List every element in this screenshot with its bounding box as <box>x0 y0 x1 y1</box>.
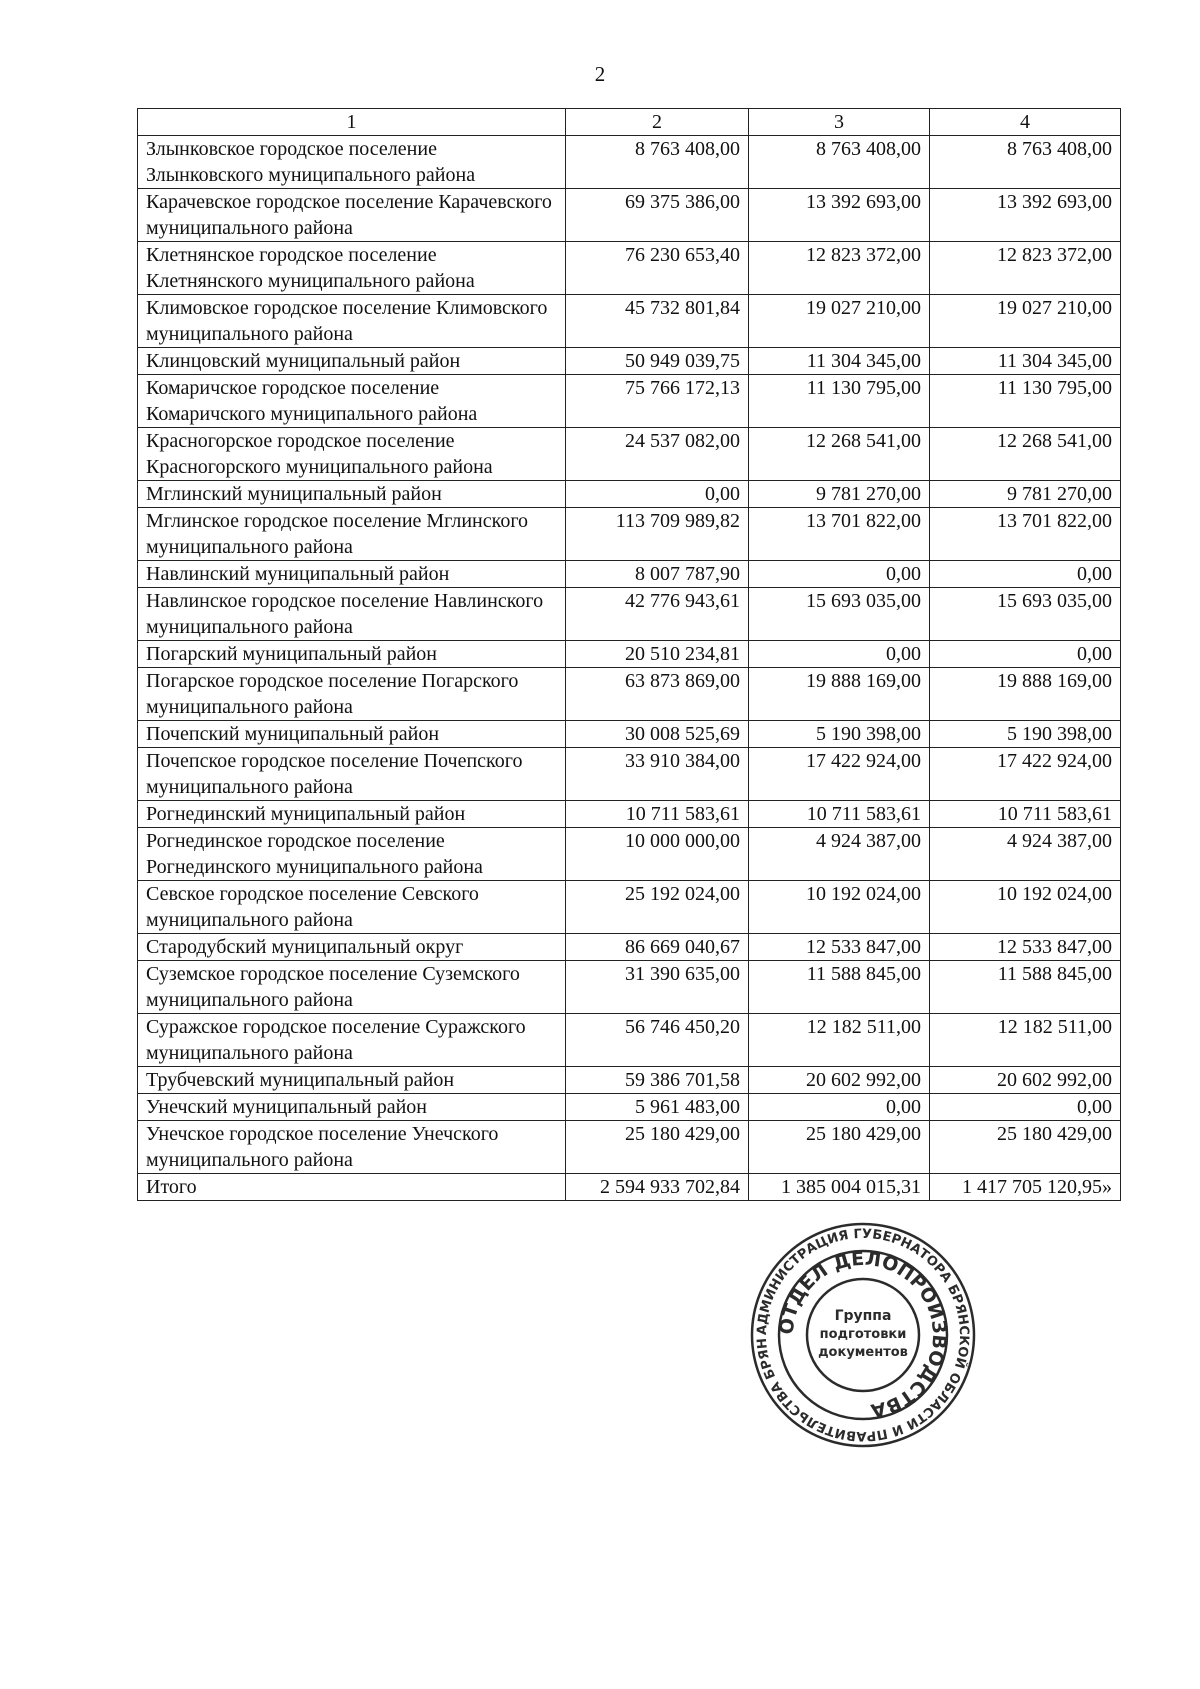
row-col-2: 0,00 <box>566 481 749 508</box>
allocation-table <box>137 108 1121 1201</box>
row-col-4: 4 924 387,00 <box>930 828 1121 881</box>
row-name: Мглинский муниципальный район <box>138 481 566 508</box>
table-row <box>138 961 1121 1014</box>
table-row <box>138 588 1121 641</box>
total-col-4: 1 417 705 120,95» <box>930 1174 1121 1201</box>
row-col-4: 0,00 <box>930 1094 1121 1121</box>
table-row <box>138 375 1121 428</box>
row-name: Суражское городское поселение Суражского муниципального района <box>138 1014 566 1067</box>
row-col-2: 8 007 787,90 <box>566 561 749 588</box>
row-col-4: 12 533 847,00 <box>930 934 1121 961</box>
row-col-2: 75 766 172,13 <box>566 375 749 428</box>
table-row <box>138 481 1121 508</box>
row-col-3: 4 924 387,00 <box>749 828 930 881</box>
table-row <box>138 428 1121 481</box>
row-col-2: 56 746 450,20 <box>566 1014 749 1067</box>
row-name: Стародубский муниципальный округ <box>138 934 566 961</box>
row-col-3: 13 701 822,00 <box>749 508 930 561</box>
row-col-3: 10 192 024,00 <box>749 881 930 934</box>
table-row <box>138 242 1121 295</box>
row-col-4: 9 781 270,00 <box>930 481 1121 508</box>
row-col-2: 45 732 801,84 <box>566 295 749 348</box>
table-row <box>138 295 1121 348</box>
row-col-3: 0,00 <box>749 641 930 668</box>
row-col-2: 5 961 483,00 <box>566 1094 749 1121</box>
row-col-2: 10 711 583,61 <box>566 801 749 828</box>
row-col-2: 10 000 000,00 <box>566 828 749 881</box>
total-col-2: 2 594 933 702,84 <box>566 1174 749 1201</box>
row-col-4: 13 701 822,00 <box>930 508 1121 561</box>
row-col-3: 5 190 398,00 <box>749 721 930 748</box>
row-col-4: 0,00 <box>930 641 1121 668</box>
row-name: Мглинское городское поселение Мглинского муниципального района <box>138 508 566 561</box>
row-col-2: 113 709 989,82 <box>566 508 749 561</box>
row-col-4: 5 190 398,00 <box>930 721 1121 748</box>
table-row <box>138 721 1121 748</box>
row-col-3: 12 268 541,00 <box>749 428 930 481</box>
row-col-2: 24 537 082,00 <box>566 428 749 481</box>
row-name: Севское городское поселение Севского муниципального района <box>138 881 566 934</box>
seal-graphic <box>748 1220 978 1450</box>
row-col-3: 20 602 992,00 <box>749 1067 930 1094</box>
row-name: Карачевское городское поселение Карачевского муниципального района <box>138 189 566 242</box>
row-col-4: 0,00 <box>930 561 1121 588</box>
table-header-row <box>138 109 1121 136</box>
row-name: Рогнединское городское поселение Рогнединского муниципального района <box>138 828 566 881</box>
row-col-3: 15 693 035,00 <box>749 588 930 641</box>
row-name: Погарское городское поселение Погарского муниципального района <box>138 668 566 721</box>
row-col-3: 0,00 <box>749 561 930 588</box>
total-row <box>138 1174 1121 1201</box>
row-col-2: 42 776 943,61 <box>566 588 749 641</box>
row-col-4: 12 823 372,00 <box>930 242 1121 295</box>
row-col-4: 11 130 795,00 <box>930 375 1121 428</box>
row-col-4: 19 027 210,00 <box>930 295 1121 348</box>
table-body <box>138 136 1121 1174</box>
row-col-3: 11 304 345,00 <box>749 348 930 375</box>
office-seal <box>748 1220 978 1450</box>
row-col-3: 12 823 372,00 <box>749 242 930 295</box>
table-row <box>138 828 1121 881</box>
row-col-2: 50 949 039,75 <box>566 348 749 375</box>
row-col-4: 10 711 583,61 <box>930 801 1121 828</box>
row-col-4: 12 182 511,00 <box>930 1014 1121 1067</box>
row-col-3: 12 533 847,00 <box>749 934 930 961</box>
row-col-2: 30 008 525,69 <box>566 721 749 748</box>
row-col-3: 13 392 693,00 <box>749 189 930 242</box>
row-col-3: 11 130 795,00 <box>749 375 930 428</box>
seal-center-line-2: подготовки <box>819 1327 907 1342</box>
table-row <box>138 348 1121 375</box>
row-name: Рогнединский муниципальный район <box>138 801 566 828</box>
row-col-2: 25 180 429,00 <box>566 1121 749 1174</box>
row-col-2: 69 375 386,00 <box>566 189 749 242</box>
row-col-4: 20 602 992,00 <box>930 1067 1121 1094</box>
row-col-2: 31 390 635,00 <box>566 961 749 1014</box>
row-name: Навлинский муниципальный район <box>138 561 566 588</box>
row-name: Злынковское городское поселение Злынковского муниципального района <box>138 136 566 189</box>
seal-outer-text: АДМИНИСТРАЦИЯ ГУБЕРНАТОРА БРЯНСКОЙ ОБЛАСТИ И ПРАВИТЕЛЬСТВА БРЯН <box>754 1226 972 1444</box>
table-row <box>138 934 1121 961</box>
row-col-4: 11 588 845,00 <box>930 961 1121 1014</box>
table-row <box>138 1121 1121 1174</box>
table-row <box>138 1014 1121 1067</box>
row-col-4: 13 392 693,00 <box>930 189 1121 242</box>
row-col-3: 0,00 <box>749 1094 930 1121</box>
total-label: Итого <box>138 1174 566 1201</box>
row-col-4: 15 693 035,00 <box>930 588 1121 641</box>
seal-center-line-1: Группа <box>834 1308 892 1324</box>
table-row <box>138 189 1121 242</box>
row-col-3: 12 182 511,00 <box>749 1014 930 1067</box>
row-col-3: 25 180 429,00 <box>749 1121 930 1174</box>
row-name: Погарский муниципальный район <box>138 641 566 668</box>
column-header-2: 2 <box>566 109 749 136</box>
table-row <box>138 508 1121 561</box>
row-col-3: 8 763 408,00 <box>749 136 930 189</box>
row-name: Унечский муниципальный район <box>138 1094 566 1121</box>
column-header-3: 3 <box>749 109 930 136</box>
row-name: Комаричское городское поселение Комаричского муниципального района <box>138 375 566 428</box>
row-name: Почепский муниципальный район <box>138 721 566 748</box>
row-col-2: 8 763 408,00 <box>566 136 749 189</box>
row-name: Унечское городское поселение Унечского муниципального района <box>138 1121 566 1174</box>
row-name: Почепское городское поселение Почепского муниципального района <box>138 748 566 801</box>
row-col-4: 19 888 169,00 <box>930 668 1121 721</box>
column-header-4: 4 <box>930 109 1121 136</box>
row-name: Клетнянское городское поселение Клетнянского муниципального района <box>138 242 566 295</box>
table-row <box>138 1094 1121 1121</box>
seal-center-line-3: документов <box>818 1345 908 1360</box>
row-name: Суземское городское поселение Суземского муниципального района <box>138 961 566 1014</box>
row-name: Клинцовский муниципальный район <box>138 348 566 375</box>
row-name: Климовское городское поселение Климовского муниципального района <box>138 295 566 348</box>
table-row <box>138 136 1121 189</box>
row-col-3: 17 422 924,00 <box>749 748 930 801</box>
table-row <box>138 561 1121 588</box>
column-header-1: 1 <box>138 109 566 136</box>
row-col-2: 59 386 701,58 <box>566 1067 749 1094</box>
row-name: Навлинское городское поселение Навлинского муниципального района <box>138 588 566 641</box>
table-row <box>138 641 1121 668</box>
table-row <box>138 748 1121 801</box>
row-col-3: 10 711 583,61 <box>749 801 930 828</box>
seal-inner-text: ОТДЕЛ ДЕЛОПРОИЗВОДСТВА <box>775 1247 951 1422</box>
row-col-4: 12 268 541,00 <box>930 428 1121 481</box>
row-col-2: 33 910 384,00 <box>566 748 749 801</box>
table-row <box>138 801 1121 828</box>
row-col-3: 11 588 845,00 <box>749 961 930 1014</box>
row-col-2: 76 230 653,40 <box>566 242 749 295</box>
row-name: Красногорское городское поселение Красногорского муниципального района <box>138 428 566 481</box>
row-col-3: 19 888 169,00 <box>749 668 930 721</box>
row-name: Трубчевский муниципальный район <box>138 1067 566 1094</box>
table-row <box>138 881 1121 934</box>
row-col-2: 63 873 869,00 <box>566 668 749 721</box>
row-col-4: 11 304 345,00 <box>930 348 1121 375</box>
table-row <box>138 1067 1121 1094</box>
row-col-4: 17 422 924,00 <box>930 748 1121 801</box>
table-row <box>138 668 1121 721</box>
page-number: 2 <box>594 62 606 86</box>
row-col-3: 19 027 210,00 <box>749 295 930 348</box>
row-col-2: 20 510 234,81 <box>566 641 749 668</box>
total-col-3: 1 385 004 015,31 <box>749 1174 930 1201</box>
row-col-4: 10 192 024,00 <box>930 881 1121 934</box>
row-col-2: 25 192 024,00 <box>566 881 749 934</box>
row-col-2: 86 669 040,67 <box>566 934 749 961</box>
row-col-4: 8 763 408,00 <box>930 136 1121 189</box>
row-col-3: 9 781 270,00 <box>749 481 930 508</box>
row-col-4: 25 180 429,00 <box>930 1121 1121 1174</box>
